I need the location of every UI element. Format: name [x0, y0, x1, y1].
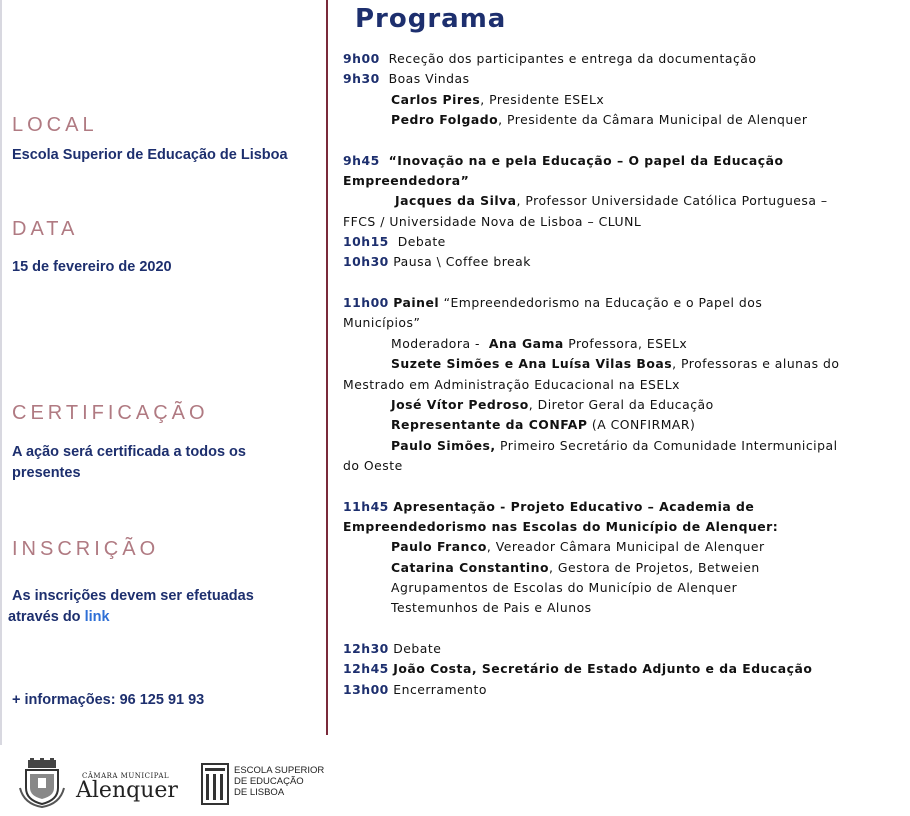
data-title: DATA: [12, 218, 79, 240]
footer: [0, 740, 910, 816]
alenquer-crest-icon: [18, 758, 66, 808]
speaker: José Vítor Pedroso, Diretor Geral da Educação: [391, 396, 714, 412]
speaker: Carlos Pires, Presidente ESELx: [391, 91, 605, 107]
cma-name: Alenquer: [76, 778, 178, 803]
inscricao-title: INSCRIÇÃO: [12, 538, 160, 560]
speaker: Suzete Simões e Ana Luísa Vilas Boas, Professoras e alunas do: [391, 356, 840, 372]
eselx-name: ESCOLA SUPERIOR DE EDUCAÇÃO DE LISBOA: [234, 765, 325, 798]
agenda-item: 9h45 “Inovação na e pela Educação – O papel da Educação: [343, 152, 784, 168]
speaker: Catarina Constantino, Gestora de Projetos, Betweien: [391, 559, 760, 575]
local-value: Escola Superior de Educação de Lisboa: [12, 147, 288, 163]
eselx-building-icon: [200, 762, 230, 806]
agenda-item: 12h30 Debate: [343, 640, 442, 656]
speaker: Paulo Franco, Vereador Câmara Municipal de Alenquer: [391, 539, 765, 555]
agenda-item: 10h15 Debate: [343, 234, 446, 250]
agenda-item: 13h00 Encerramento: [343, 681, 487, 697]
info-phone: + informações: 96 125 91 93: [12, 692, 205, 708]
certificacao-value: A ação será certificada a todos os presentes: [12, 444, 246, 481]
left-border: [0, 0, 2, 745]
speaker: Paulo Simões, Primeiro Secretário da Comunidade Intermunicipal: [391, 437, 838, 453]
data-value: 15 de fevereiro de 2020: [12, 259, 172, 275]
inscricao-link[interactable]: link: [84, 609, 110, 625]
agenda-item: 9h00 Receção dos participantes e entrega da documentação: [343, 51, 757, 66]
agenda-item: 11h00 Painel “Empreendedorismo na Educação e o Papel dos: [343, 295, 763, 311]
speaker: Jacques da Silva, Professor Universidade Católica Portuguesa –: [395, 193, 828, 209]
speaker: Pedro Folgado, Presidente da Câmara Municipal de Alenquer: [391, 112, 808, 128]
local-title: LOCAL: [12, 114, 98, 136]
programa-title: Programa: [355, 4, 507, 34]
agenda-item: 10h30 Pausa \ Coffee break: [343, 254, 531, 270]
column-divider: [326, 0, 328, 735]
certificacao-title: CERTIFICAÇÃO: [12, 402, 209, 424]
moderator: Moderadora - Ana Gama Professora, ESELx: [391, 335, 688, 351]
speaker: Representante da CONFAP (A CONFIRMAR): [391, 417, 696, 433]
cma-small-text: CÂMARA MUNICIPAL: [82, 772, 170, 780]
agenda-item: 11h45 Apresentação - Projeto Educativo – Academia de: [343, 498, 755, 514]
agenda-item: 12h45 João Costa, Secretário de Estado Adjunto e da Educação: [343, 661, 813, 677]
inscricao-value: As inscrições devem ser efetuadas através do link: [8, 588, 254, 625]
agenda-item: 9h30 Boas Vindas: [343, 71, 470, 87]
agenda: 9h00 Receção dos participantes e entrega da documentação 9h30 Boas Vindas Carlos Pires, Presidente ESELx Pedro Folgado, Presidente da Câmara Municipal de Alenquer 9h45 “Inovação na e pela Educação – O papel da Educação Empreendedora” Jacques da Silva, Professor Universidade Católica Portuguesa – FFCS / Universidade Nova de Lisboa – CLUNL 10h15 Debate 10h30 Pausa \ Coffee break 11h00 Painel “Empreendedorismo na Educação e o Papel dos Municípios” Moderadora - Ana Gama Professora, ESELx Suzete Simões e Ana Luísa Vilas Boas, Professoras e alunas do Mestrado em Administração Educacional na ESELx José Vítor Pedroso, Diretor Geral da Educação Representante da CONFAP (A CONFIRMAR) Paulo Simões, Primeiro Secretário da Comunidade Intermunicipal do Oeste 11h45 Apresentação - Projeto Educativo – Academia de Empreendedorismo nas Escolas do Município de Alenquer: Paulo Franco, Vereador Câmara Municipal de Alenquer Catarina Constantino, Gestora de Projetos, Betweien Agrupamentos de Escolas do Município de Alenquer Testemunhos de Pais e Alunos 12h30 Debate 12h45 João Costa, Secretário de Estado Adjunto e da Educação 13h00 Encerramento: [343, 49, 903, 700]
